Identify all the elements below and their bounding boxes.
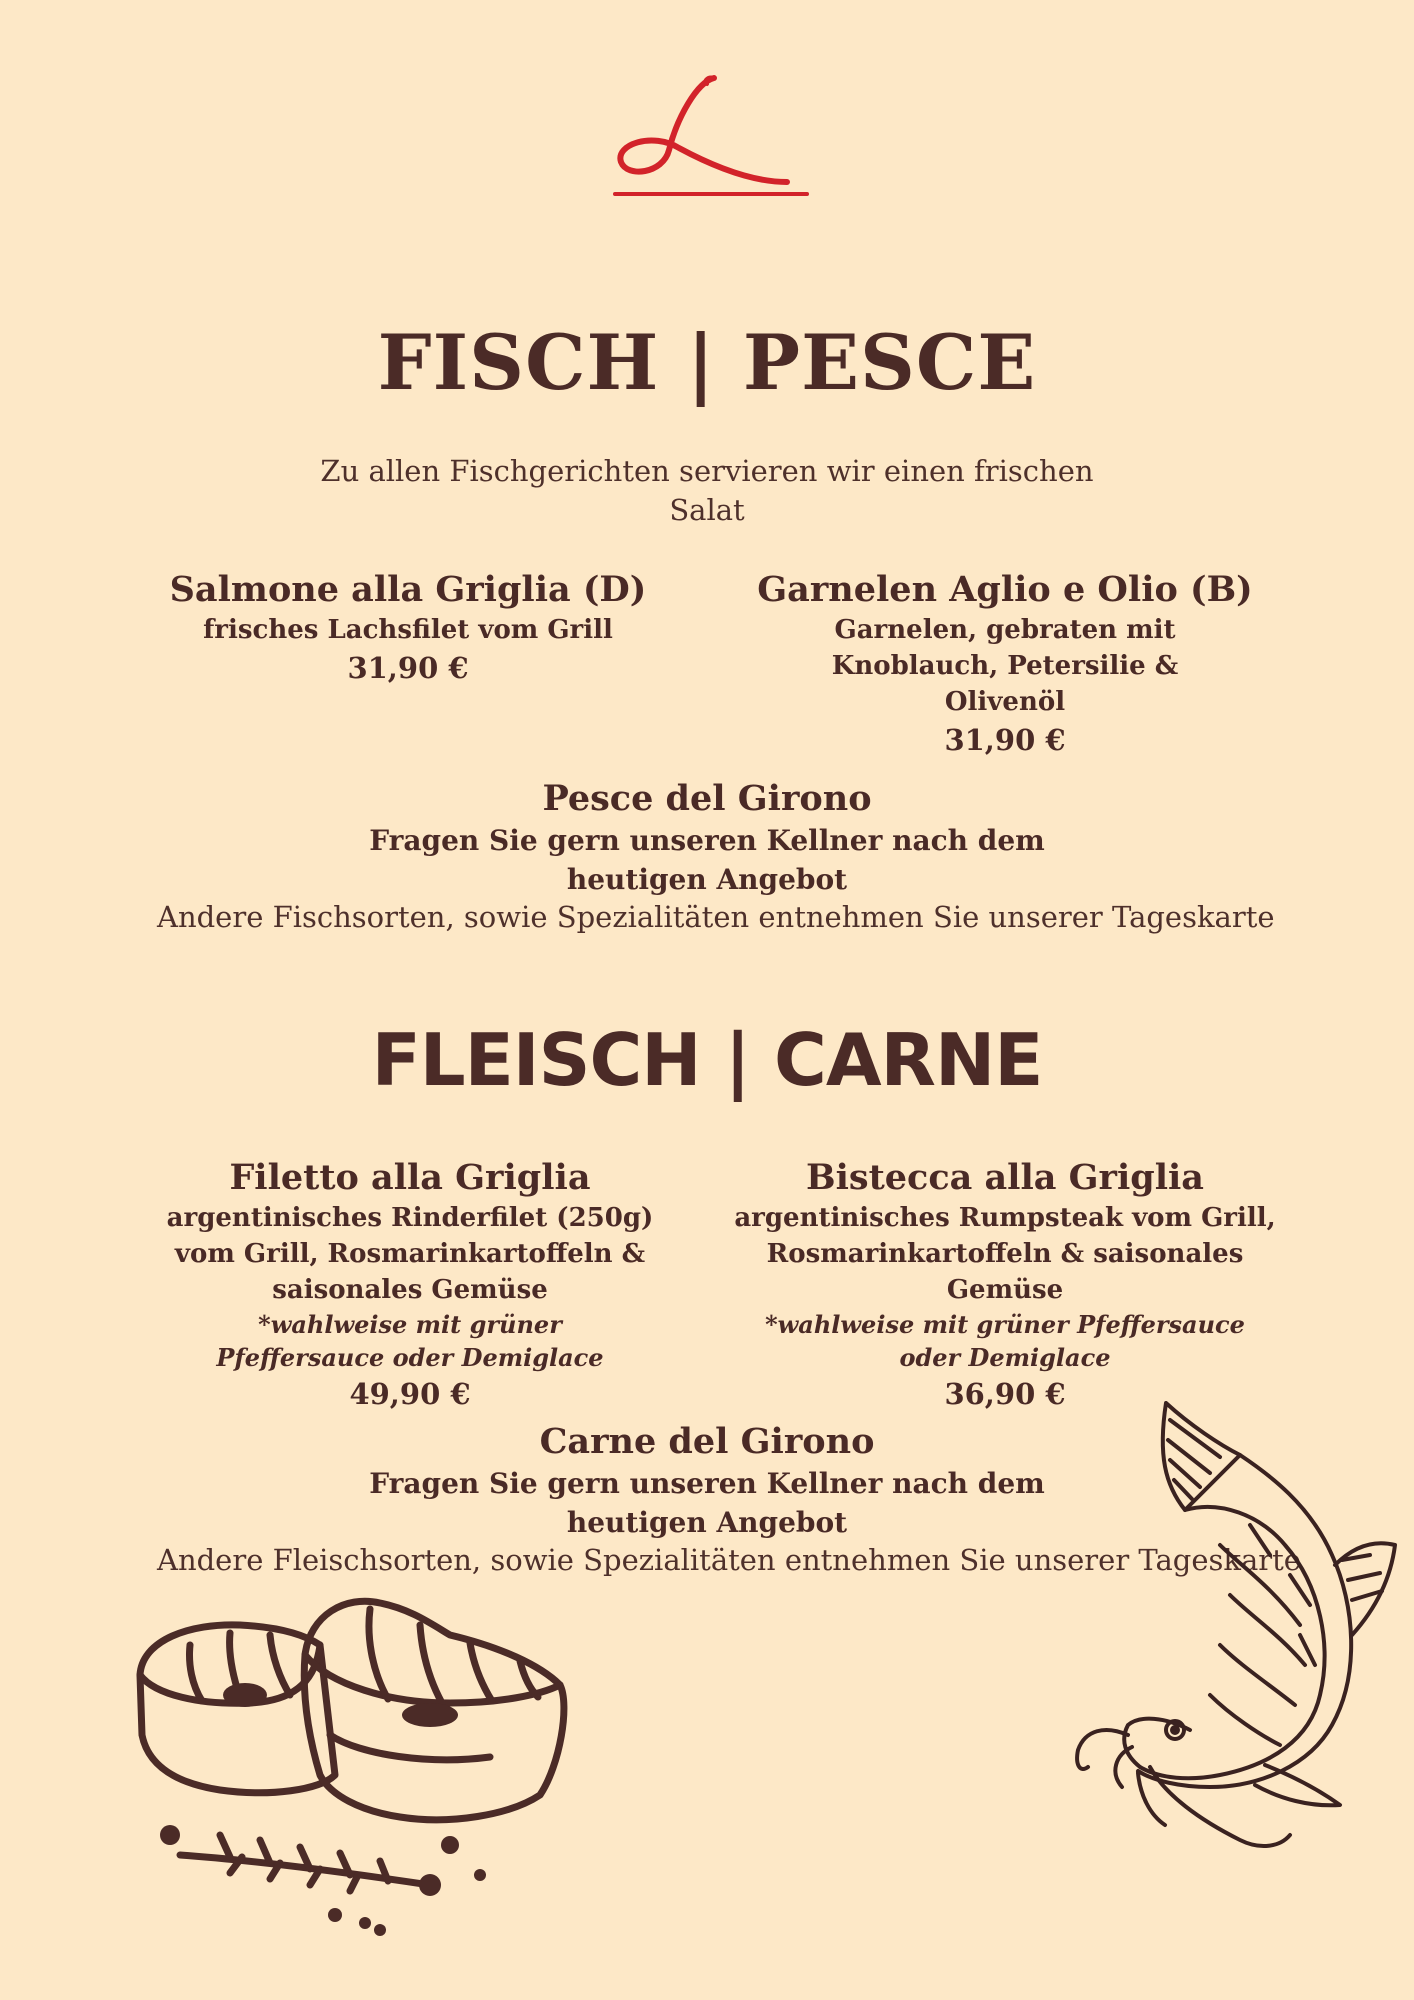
item-name: Salmone alla Griglia (D) — [169, 569, 647, 610]
item-price: 49,90 € — [349, 1377, 471, 1411]
item-note: Andere Fleischsorten, sowie Spezialitäten entnehmen Sie unserer Tageskarte — [157, 1543, 1301, 1577]
item-price: 36,90 € — [944, 1377, 1066, 1411]
item-description: argentinisches Rinderfilet (250g) vom Grill, Rosmarinkartoffeln & saisonales Gemüse — [166, 1203, 654, 1305]
item-description: Fragen Sie gern unseren Kellner nach dem heutigen Angebot — [369, 824, 1045, 896]
menu-item-salmone — [168, 568, 648, 688]
menu-item-pesce-del-girono — [157, 777, 1275, 935]
item-price: 31,90 € — [944, 723, 1066, 757]
item-description: frisches Lachsfilet vom Grill — [203, 615, 613, 645]
menu-item-garnelen — [745, 568, 1265, 760]
section-title-fisch: FISCH | PESCE — [377, 318, 1037, 407]
grilled-steak-illustration — [130, 1585, 600, 1945]
item-description: Fragen Sie gern unseren Kellner nach dem heutigen Angebot — [369, 1467, 1045, 1539]
item-note: *wahlweise mit grüner Pfeffersauce oder Demiglace — [216, 1310, 604, 1372]
item-description: argentinisches Rumpsteak vom Grill, Rosmarinkartoffeln & saisonales Gemüse — [734, 1203, 1276, 1305]
item-name: Garnelen Aglio e Olio (B) — [757, 569, 1253, 610]
menu-item-bistecca — [720, 1156, 1290, 1414]
menu-item-filetto — [150, 1156, 670, 1414]
restaurant-logo — [607, 70, 811, 200]
item-name: Bistecca alla Griglia — [805, 1157, 1204, 1198]
section-title-fleisch: FLEISCH | CARNE — [371, 1018, 1043, 1102]
catfish-illustration — [1070, 1395, 1410, 1855]
item-note: Andere Fischsorten, sowie Spezialitäten entnehmen Sie unserer Tageskarte — [157, 900, 1275, 934]
fisch-intro: Zu allen Fischgerichten servieren wir einen frischen Salat — [320, 454, 1094, 527]
item-note: *wahlweise mit grüner Pfeffersauce oder Demiglace — [765, 1310, 1245, 1372]
item-price: 31,90 € — [347, 651, 469, 685]
item-name: Pesce del Girono — [542, 778, 872, 819]
item-description: Garnelen, gebraten mit Knoblauch, Petersilie & Olivenöl — [831, 615, 1179, 717]
item-name: Carne del Girono — [539, 1421, 875, 1462]
item-name: Filetto alla Griglia — [229, 1157, 591, 1198]
